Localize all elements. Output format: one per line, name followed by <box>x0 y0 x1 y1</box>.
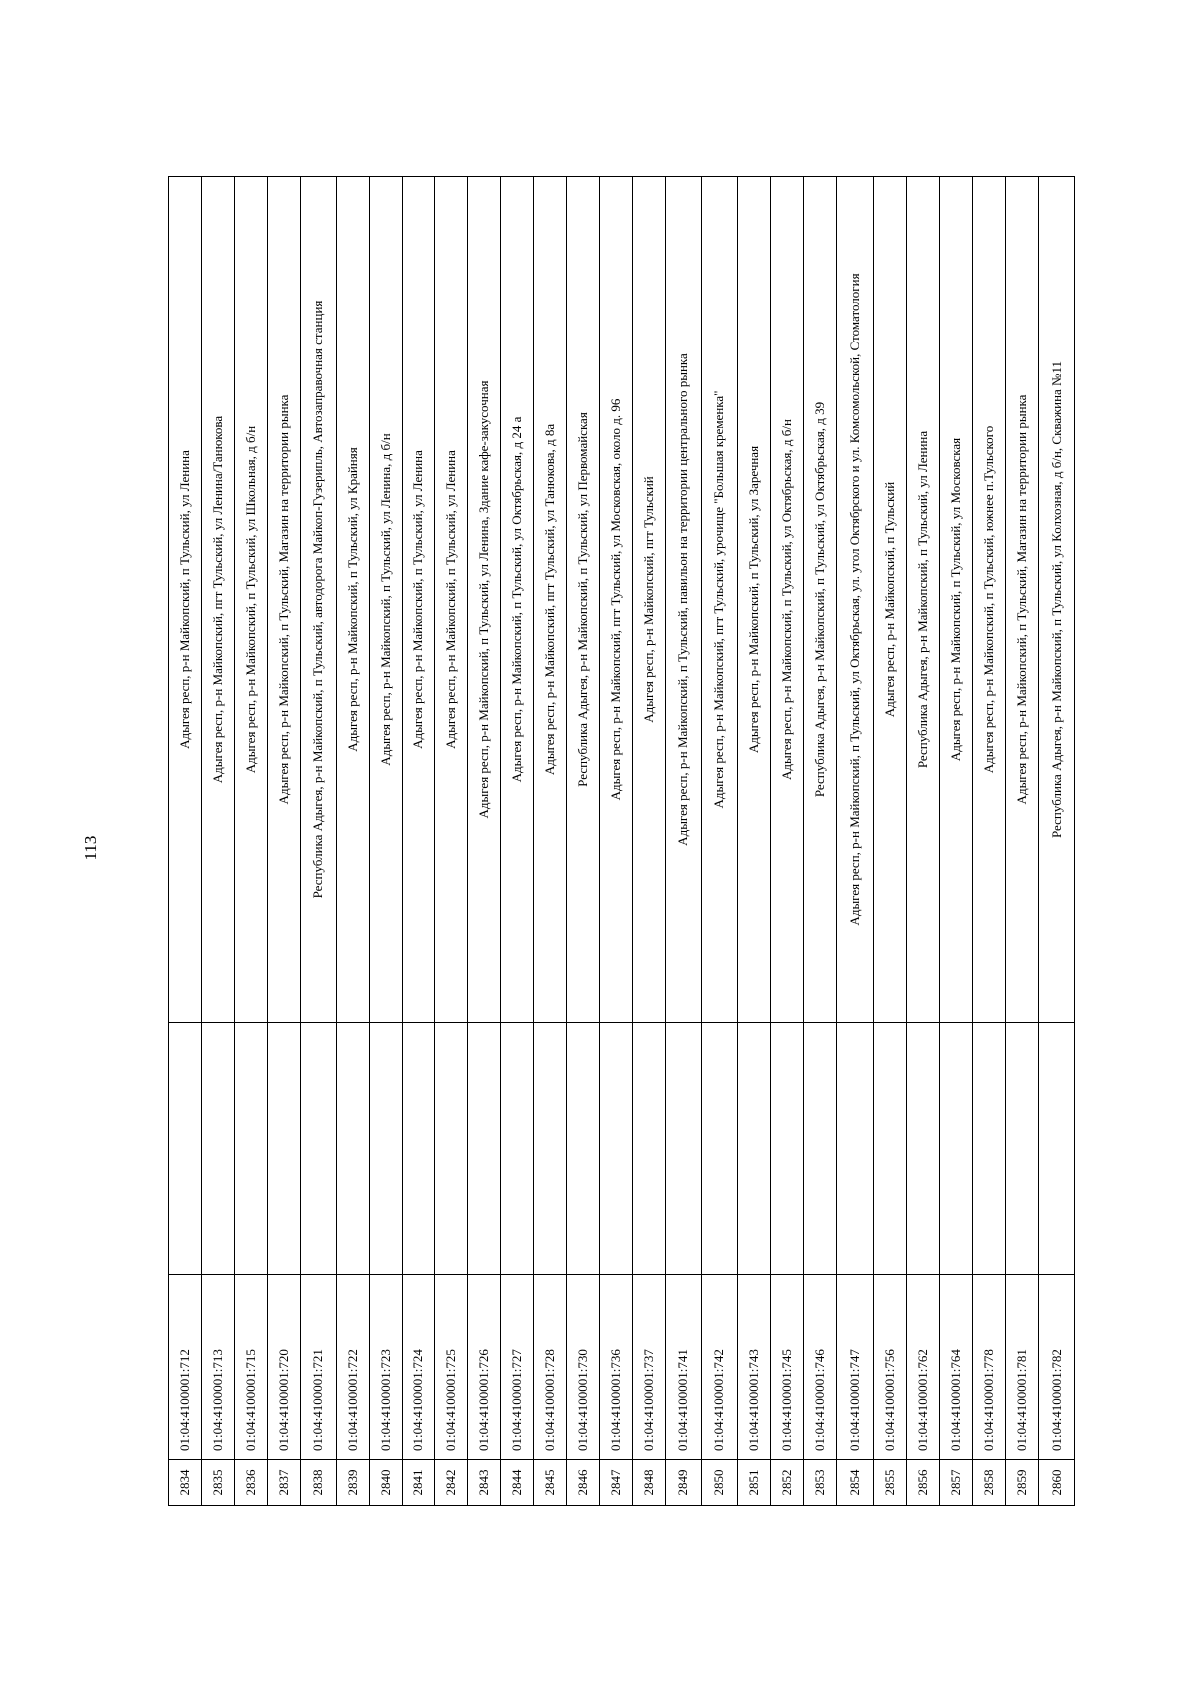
row-number: 2842 <box>435 1460 468 1506</box>
row-number: 2848 <box>632 1460 665 1506</box>
row-number: 2839 <box>336 1460 369 1506</box>
table-row <box>234 177 267 1506</box>
table-row <box>632 177 665 1506</box>
cadastral-number: 01:04:4100001:726 <box>468 1275 501 1460</box>
address-cell: Адыгея респ, р-н Майкопский, пгт Тульский, ул Танюкова, д 8а <box>534 177 567 1023</box>
row-number: 2859 <box>1005 1460 1038 1506</box>
address-cell: Адыгея респ, р-н Майкопский, пгт Тульский, ул Ленина/Танюкова <box>201 177 234 1023</box>
table-row <box>402 177 435 1506</box>
cadastral-number: 01:04:4100001:736 <box>600 1275 633 1460</box>
row-number: 2838 <box>300 1460 336 1506</box>
cadastral-number: 01:04:4100001:742 <box>701 1275 737 1460</box>
table-row <box>972 177 1005 1506</box>
row-number: 2841 <box>402 1460 435 1506</box>
empty-cell <box>567 1023 600 1275</box>
empty-cell <box>1005 1023 1038 1275</box>
table-row <box>567 177 600 1506</box>
table-row <box>836 177 874 1506</box>
address-cell: Адыгея респ, р-н Майкопский, п Тульский, ул Ленина <box>169 177 202 1023</box>
empty-cell <box>836 1023 874 1275</box>
row-number: 2858 <box>972 1460 1005 1506</box>
row-number: 2835 <box>201 1460 234 1506</box>
address-cell: Республика Адыгея, р-н Майкопский, п Тульский, ул Ленина <box>907 177 940 1023</box>
cadastral-number: 01:04:4100001:721 <box>300 1275 336 1460</box>
empty-cell <box>803 1023 836 1275</box>
row-number: 2851 <box>737 1460 770 1506</box>
empty-cell <box>369 1023 402 1275</box>
empty-cell <box>600 1023 633 1275</box>
row-number: 2855 <box>874 1460 907 1506</box>
registry-table-container <box>168 176 1075 1506</box>
row-number: 2840 <box>369 1460 402 1506</box>
empty-cell <box>1039 1023 1075 1275</box>
cadastral-number: 01:04:4100001:781 <box>1005 1275 1038 1460</box>
empty-cell <box>940 1023 973 1275</box>
table-row <box>1039 177 1075 1506</box>
address-cell: Адыгея респ, р-н Майкопский, п Тульский, ул Крайняя <box>336 177 369 1023</box>
table-row <box>336 177 369 1506</box>
cadastral-number: 01:04:4100001:747 <box>836 1275 874 1460</box>
cadastral-number: 01:04:4100001:756 <box>874 1275 907 1460</box>
row-number: 2847 <box>600 1460 633 1506</box>
cadastral-number: 01:04:4100001:720 <box>267 1275 300 1460</box>
row-number: 2857 <box>940 1460 973 1506</box>
address-cell: Республика Адыгея, р-н Майкопский, п Тульский, ул Колхозная, д б/н, Скважина №11 <box>1039 177 1075 1023</box>
empty-cell <box>468 1023 501 1275</box>
table-row <box>267 177 300 1506</box>
cadastral-number: 01:04:4100001:724 <box>402 1275 435 1460</box>
table-row <box>803 177 836 1506</box>
address-cell: Адыгея респ, р-н Майкопский, пгт Тульский <box>632 177 665 1023</box>
cadastral-number: 01:04:4100001:762 <box>907 1275 940 1460</box>
table-row <box>737 177 770 1506</box>
row-number: 2836 <box>234 1460 267 1506</box>
table-row <box>169 177 202 1506</box>
address-cell: Адыгея респ, р-н Майкопский, п Тульский, павильон на территории центрального рынка <box>665 177 701 1023</box>
empty-cell <box>300 1023 336 1275</box>
address-cell: Адыгея респ, р-н Майкопский, п Тульский, Магазин на территории рынка <box>267 177 300 1023</box>
row-number: 2852 <box>770 1460 803 1506</box>
cadastral-number: 01:04:4100001:723 <box>369 1275 402 1460</box>
address-cell: Адыгея респ, р-н Майкопский, п Тульский, ул Ленина <box>402 177 435 1023</box>
empty-cell <box>267 1023 300 1275</box>
cadastral-number: 01:04:4100001:728 <box>534 1275 567 1460</box>
table-row <box>940 177 973 1506</box>
address-cell: Адыгея респ, р-н Майкопский, п Тульский, ул Октябрьская, д 24 а <box>501 177 534 1023</box>
address-cell: Адыгея респ, р-н Майкопский, п Тульский, ул Заречная <box>737 177 770 1023</box>
table-row <box>201 177 234 1506</box>
table-row <box>665 177 701 1506</box>
row-number: 2837 <box>267 1460 300 1506</box>
empty-cell <box>169 1023 202 1275</box>
row-number: 2850 <box>701 1460 737 1506</box>
address-cell: Адыгея респ, р-н Майкопский, п Тульский, ул Ленина, Здание кафе-закусочная <box>468 177 501 1023</box>
row-number: 2845 <box>534 1460 567 1506</box>
table-row <box>874 177 907 1506</box>
table-row <box>369 177 402 1506</box>
table-row <box>534 177 567 1506</box>
empty-cell <box>770 1023 803 1275</box>
cadastral-number: 01:04:4100001:715 <box>234 1275 267 1460</box>
cadastral-number: 01:04:4100001:764 <box>940 1275 973 1460</box>
cadastral-number: 01:04:4100001:712 <box>169 1275 202 1460</box>
registry-table <box>168 176 1075 1506</box>
cadastral-number: 01:04:4100001:725 <box>435 1275 468 1460</box>
empty-cell <box>701 1023 737 1275</box>
cadastral-number: 01:04:4100001:778 <box>972 1275 1005 1460</box>
row-number: 2834 <box>169 1460 202 1506</box>
address-cell: Адыгея респ, р-н Майкопский, п Тульский, Магазин на территории рынка <box>1005 177 1038 1023</box>
address-cell: Адыгея респ, р-н Майкопский, п Тульский, ул Октябрьская, д б/н <box>770 177 803 1023</box>
cadastral-number: 01:04:4100001:782 <box>1039 1275 1075 1460</box>
address-cell: Адыгея респ, р-н Майкопский, п Тульский, ул Московская <box>940 177 973 1023</box>
address-cell: Адыгея респ, р-н Майкопский, пгт Тульский, ул Московская, около д. 96 <box>600 177 633 1023</box>
address-cell: Адыгея респ, р-н Майкопский, п Тульский <box>874 177 907 1023</box>
empty-cell <box>972 1023 1005 1275</box>
address-cell: Адыгея респ, р-н Майкопский, пгт Тульский, урочище "Большая кременка" <box>701 177 737 1023</box>
empty-cell <box>234 1023 267 1275</box>
address-cell: Адыгея респ, р-н Майкопский, п Тульский, ул Школьная, д б/н <box>234 177 267 1023</box>
empty-cell <box>632 1023 665 1275</box>
cadastral-number: 01:04:4100001:713 <box>201 1275 234 1460</box>
table-body <box>169 177 1075 1506</box>
address-cell: Республика Адыгея, р-н Майкопский, п Тульский, автодорога Майкоп-Гузерипль, Автозаправочная станция <box>300 177 336 1023</box>
address-cell: Адыгея респ, р-н Майкопский, п Тульский, ул Ленина <box>435 177 468 1023</box>
table-row <box>300 177 336 1506</box>
table-row <box>701 177 737 1506</box>
cadastral-number: 01:04:4100001:746 <box>803 1275 836 1460</box>
cadastral-number: 01:04:4100001:745 <box>770 1275 803 1460</box>
table-row <box>907 177 940 1506</box>
cadastral-number: 01:04:4100001:741 <box>665 1275 701 1460</box>
empty-cell <box>501 1023 534 1275</box>
address-cell: Адыгея респ, р-н Майкопский, п Тульский, ул Октябрьская, ул. угол Октябрского и ул. Комсомольской, Стоматология <box>836 177 874 1023</box>
row-number: 2853 <box>803 1460 836 1506</box>
address-cell: Республика Адыгея, р-н Майкопский, п Тульский, ул Октябрьская, д 39 <box>803 177 836 1023</box>
table-row <box>770 177 803 1506</box>
cadastral-number: 01:04:4100001:730 <box>567 1275 600 1460</box>
table-row <box>600 177 633 1506</box>
row-number: 2860 <box>1039 1460 1075 1506</box>
table-row <box>501 177 534 1506</box>
empty-cell <box>907 1023 940 1275</box>
row-number: 2843 <box>468 1460 501 1506</box>
empty-cell <box>534 1023 567 1275</box>
row-number: 2846 <box>567 1460 600 1506</box>
empty-cell <box>435 1023 468 1275</box>
empty-cell <box>737 1023 770 1275</box>
row-number: 2856 <box>907 1460 940 1506</box>
empty-cell <box>874 1023 907 1275</box>
empty-cell <box>402 1023 435 1275</box>
row-number: 2854 <box>836 1460 874 1506</box>
page-number: 113 <box>81 835 100 861</box>
table-row <box>468 177 501 1506</box>
address-cell: Адыгея респ, р-н Майкопский, п Тульский, южнее п.Тульского <box>972 177 1005 1023</box>
address-cell: Адыгея респ, р-н Майкопский, п Тульский, ул Ленина, д б/н <box>369 177 402 1023</box>
cadastral-number: 01:04:4100001:727 <box>501 1275 534 1460</box>
row-number: 2844 <box>501 1460 534 1506</box>
empty-cell <box>336 1023 369 1275</box>
empty-cell <box>201 1023 234 1275</box>
table-row <box>1005 177 1038 1506</box>
cadastral-number: 01:04:4100001:737 <box>632 1275 665 1460</box>
address-cell: Республика Адыгея, р-н Майкопский, п Тульский, ул Первомайская <box>567 177 600 1023</box>
row-number: 2849 <box>665 1460 701 1506</box>
table-row <box>435 177 468 1506</box>
cadastral-number: 01:04:4100001:722 <box>336 1275 369 1460</box>
empty-cell <box>665 1023 701 1275</box>
cadastral-number: 01:04:4100001:743 <box>737 1275 770 1460</box>
